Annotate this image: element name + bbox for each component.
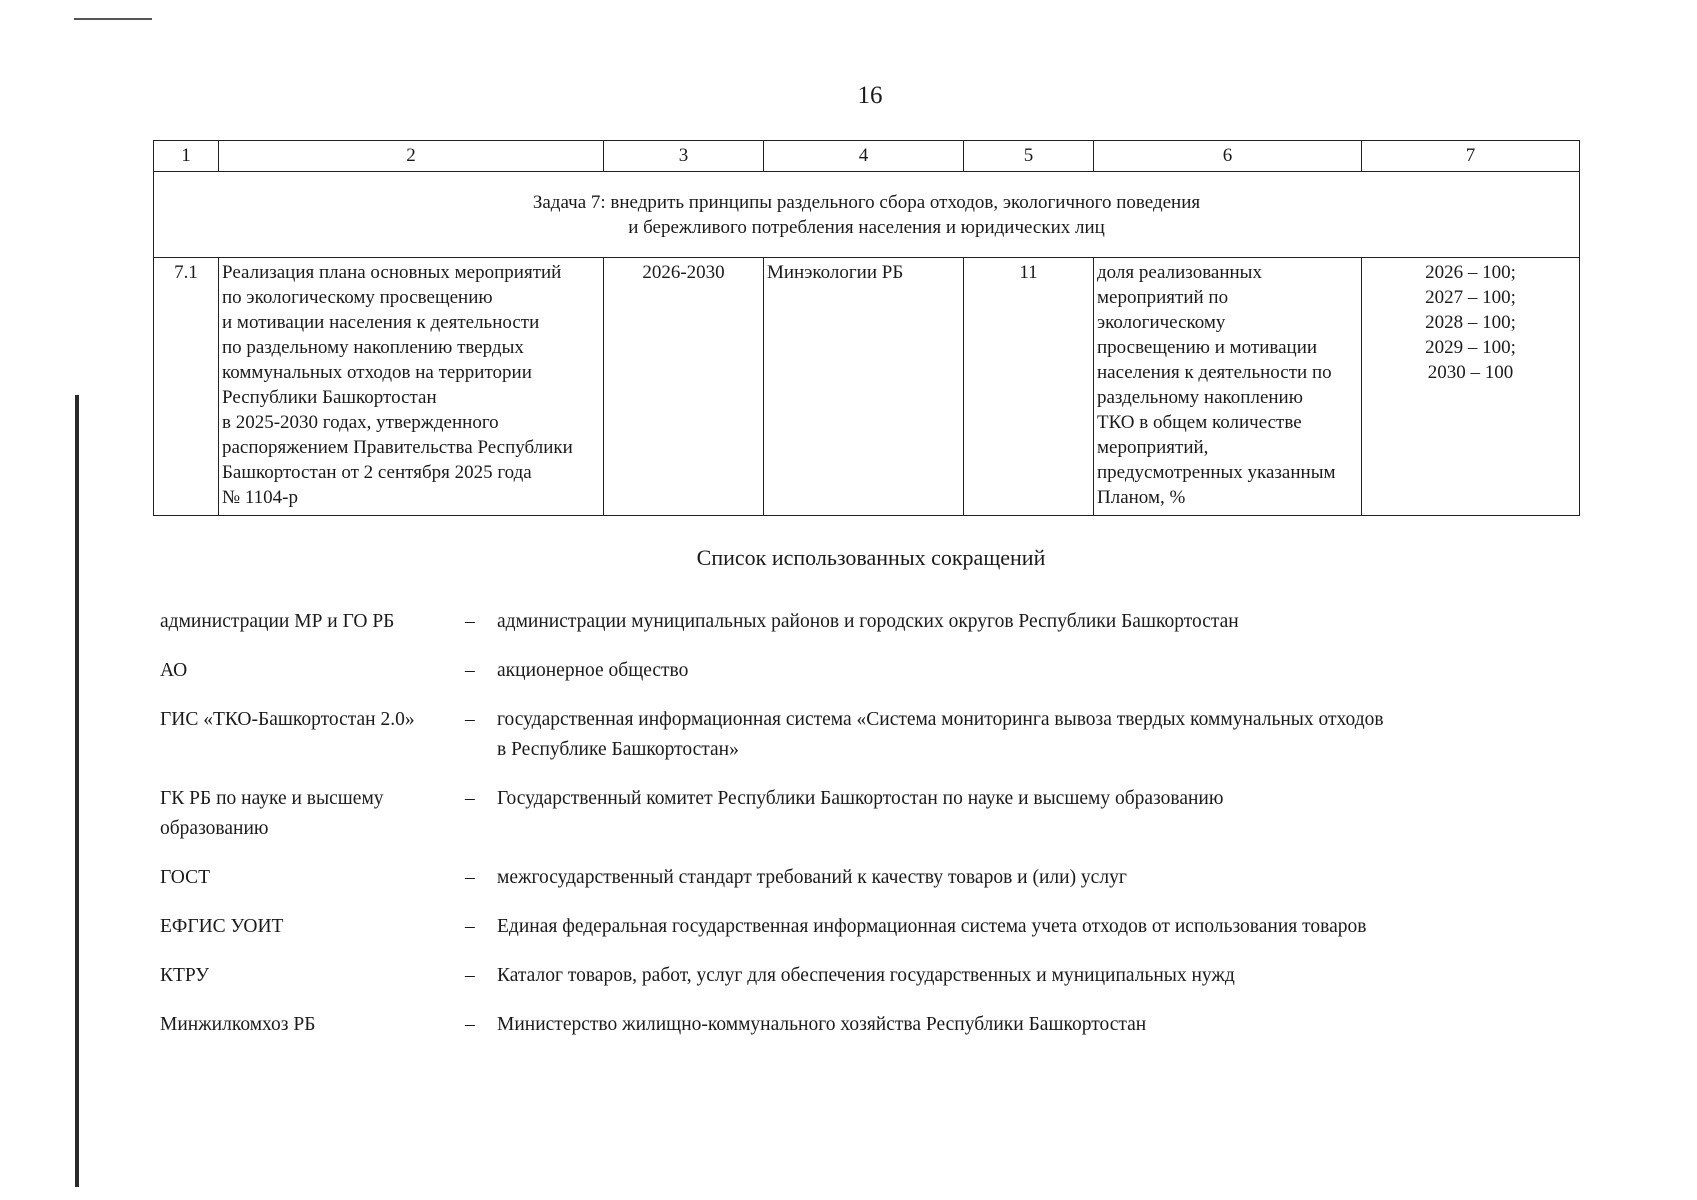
abbreviation-term: администрации МР и ГО РБ <box>160 611 395 632</box>
column-header: 3 <box>604 141 764 172</box>
row-executor: Минэкологии РБ <box>764 258 964 516</box>
list-item <box>160 1010 1620 1040</box>
measures-table <box>153 140 1580 516</box>
abbreviation-definition: администрации муниципальных районов и городских округов Республики Башкортостан <box>497 611 1239 632</box>
abbreviation-definition: межгосударственный стандарт требований к качеству товаров и (или) услуг <box>497 867 1127 888</box>
column-header: 1 <box>154 141 219 172</box>
list-item <box>160 784 1620 844</box>
list-item <box>160 607 1620 637</box>
list-item <box>160 705 1620 765</box>
abbreviations-title: Список использованных сокращений <box>696 545 1046 570</box>
list-item <box>160 863 1620 893</box>
abbreviation-dash: – <box>465 1014 475 1035</box>
abbreviation-term: ГИС «ТКО-Башкортостан 2.0» <box>160 709 415 730</box>
column-header: 4 <box>764 141 964 172</box>
abbreviation-definition: Министерство жилищно-коммунального хозяйства Республики Башкортостан <box>497 1014 1147 1035</box>
abbreviation-definition: государственная информационная система «Система мониторинга вывоза твердых коммунальных отходов в Республике Башкортостан» <box>497 709 1384 760</box>
abbreviation-term: ГК РБ по науке и высшему образованию <box>160 788 384 839</box>
abbreviation-term: ГОСТ <box>160 867 211 888</box>
page-number: 16 <box>857 82 883 109</box>
abbreviation-definition: Единая федеральная государственная информационная система учета отходов от использования товаров <box>497 916 1367 937</box>
abbreviation-dash: – <box>465 709 475 730</box>
column-header: 2 <box>219 141 604 172</box>
scan-binding-edge <box>75 395 79 1187</box>
list-item <box>160 961 1620 991</box>
abbreviation-dash: – <box>465 916 475 937</box>
abbreviation-term: КТРУ <box>160 965 210 986</box>
column-header: 7 <box>1362 141 1580 172</box>
abbreviation-term: АО <box>160 660 188 681</box>
abbreviation-term: Минжилкомхоз РБ <box>160 1014 316 1035</box>
measures-table-container <box>153 140 1579 516</box>
task-heading: Задача 7: внедрить принципы раздельного сбора отходов, экологичного поведения и бережливого потребления населения и юридических лиц <box>154 172 1580 258</box>
list-item <box>160 912 1620 942</box>
table-row <box>154 258 1580 516</box>
top-margin-rule <box>74 18 152 20</box>
row-number: 7.1 <box>154 258 219 516</box>
row-indicator: доля реализованных мероприятий по экологическому просвещению и мотивации населения к деятельности по раздельному накоплению ТКО в общем количестве мероприятий, предусмотренных указанным Планом, % <box>1094 258 1362 516</box>
abbreviation-dash: – <box>465 867 475 888</box>
column-number-row <box>154 141 1580 172</box>
column-header: 5 <box>964 141 1094 172</box>
column-header: 6 <box>1094 141 1362 172</box>
row-target-values: 2026 – 100; 2027 – 100; 2028 – 100; 2029 – 100; 2030 – 100 <box>1362 258 1580 516</box>
row-activity: Реализация плана основных мероприятий по экологическому просвещению и мотивации населения к деятельности по раздельному накоплению твердых коммунальных отходов на территории Республики Башкортостан в 2025-2030 годах, утвержденного распоряжением Правительства Республики Башкортостан от 2 сентября 2025 года № 1104-р <box>219 258 604 516</box>
abbreviation-dash: – <box>465 965 475 986</box>
abbreviation-definition: Государственный комитет Республики Башкортостан по науке и высшему образованию <box>497 788 1224 809</box>
abbreviation-dash: – <box>465 611 475 632</box>
abbreviations-list <box>160 607 1620 1059</box>
row-col5: 11 <box>964 258 1094 516</box>
abbreviation-dash: – <box>465 660 475 681</box>
abbreviation-dash: – <box>465 788 475 809</box>
task-heading-row <box>154 172 1580 258</box>
abbreviation-definition: акционерное общество <box>497 660 689 681</box>
list-item <box>160 656 1620 686</box>
row-period: 2026-2030 <box>604 258 764 516</box>
abbreviation-term: ЕФГИС УОИТ <box>160 916 284 937</box>
abbreviation-definition: Каталог товаров, работ, услуг для обеспечения государственных и муниципальных нужд <box>497 965 1235 986</box>
